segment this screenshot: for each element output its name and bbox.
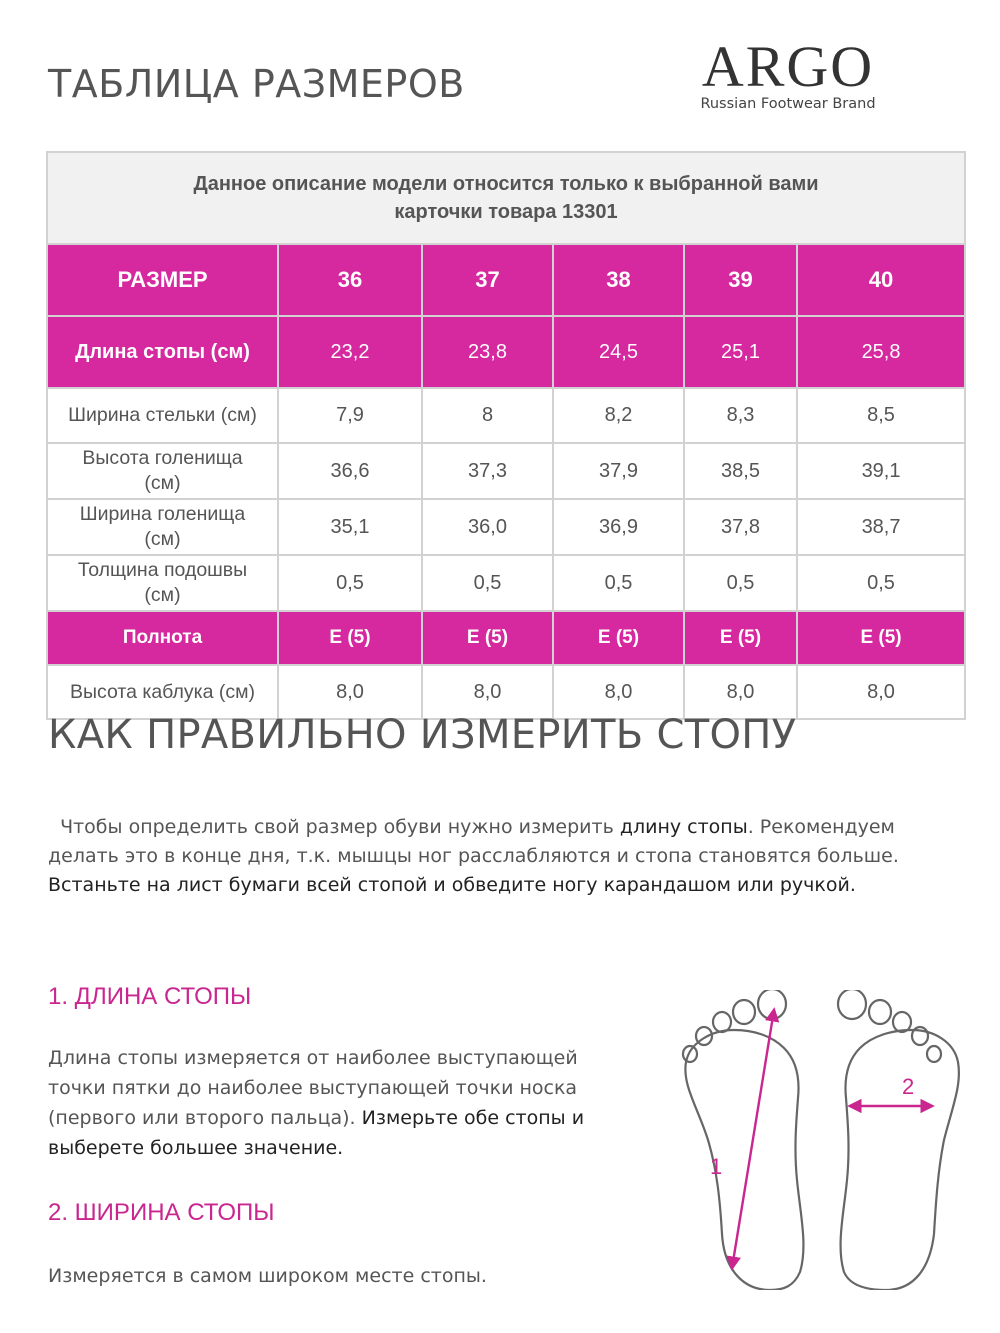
page-title: ТАБЛИЦА РАЗМЕРОВ (48, 62, 465, 106)
row-label-line: (см) (144, 472, 181, 494)
value-cell: 0,5 (797, 555, 965, 611)
value-cell: 38,7 (797, 499, 965, 555)
size-cell: 37 (422, 244, 553, 316)
row-label (47, 388, 278, 443)
value-cell: 0,5 (278, 555, 422, 611)
row-label: Полнота (47, 611, 278, 665)
value-cell: 8,2 (553, 388, 684, 443)
value-cell: 0,5 (422, 555, 553, 611)
value-cell: E (5) (278, 611, 422, 665)
value-cell: 38,5 (684, 443, 797, 499)
value-cell: 23,2 (278, 316, 422, 388)
value-cell: 36,9 (553, 499, 684, 555)
value-cell: 37,3 (422, 443, 553, 499)
row-label (47, 555, 278, 611)
intro-text: Чтобы определить свой размер обуви нужно измерить (60, 816, 620, 838)
value-cell: 8,3 (684, 388, 797, 443)
value-cell: 37,8 (684, 499, 797, 555)
size-table (46, 151, 966, 720)
value-cell: 37,9 (553, 443, 684, 499)
feet-illustration (672, 990, 962, 1290)
length-label: 1 (710, 1154, 723, 1179)
caption-line: Данное описание модели относится только к выбранной вами (193, 173, 819, 195)
value-cell: 0,5 (553, 555, 684, 611)
width-label: 2 (902, 1074, 915, 1099)
length-section-text (48, 1043, 628, 1163)
value-cell: 8,0 (422, 665, 553, 719)
brand-logo (678, 36, 898, 112)
right-toe (838, 990, 866, 1019)
length-text: Длина стопы измеряется от наиболее выступающей точки пятки до наиболее выступающей точки носка (первого или второго пальца). (48, 1047, 578, 1129)
length-section-title: 1. ДЛИНА СТОПЫ (48, 983, 252, 1010)
howto-intro (48, 813, 968, 900)
length-arrow (732, 1010, 774, 1268)
table-row (47, 443, 965, 499)
logo-word: ARGO (701, 34, 875, 99)
width-section-title: 2. ШИРИНА СТОПЫ (48, 1199, 275, 1226)
value-cell: 23,8 (422, 316, 553, 388)
value-cell: 0,5 (684, 555, 797, 611)
row-label: Длина стопы (см) (47, 316, 278, 388)
value-cell: E (5) (797, 611, 965, 665)
row-label-line: Высота голенища (82, 447, 243, 469)
row-label (47, 499, 278, 555)
foot-length-row (47, 316, 965, 388)
value-cell: 25,1 (684, 316, 797, 388)
intro-text: . Рекомендуем делать это в конце дня, т.к. мышцы ног расслабляются и стопа становятся больше. (48, 816, 899, 867)
fullness-row (47, 611, 965, 665)
heel-row (47, 665, 965, 719)
logo-tagline: Russian Footwear Brand (700, 96, 876, 112)
right-toe (869, 1000, 891, 1024)
left-toe (713, 1012, 731, 1032)
value-cell: 8,0 (278, 665, 422, 719)
width-section-text: Измеряется в самом широком месте стопы. (48, 1265, 487, 1287)
length-text-emphasis: Измерьте обе стопы и выберете большее значение. (48, 1107, 585, 1159)
value-cell: 36,0 (422, 499, 553, 555)
value-cell: 8,0 (797, 665, 965, 719)
size-header-label: РАЗМЕР (47, 244, 278, 316)
size-cell: 40 (797, 244, 965, 316)
size-header-row (47, 244, 965, 316)
size-cell: 36 (278, 244, 422, 316)
value-cell: 8 (422, 388, 553, 443)
table-row (47, 555, 965, 611)
right-toe (893, 1012, 911, 1032)
size-cell: 38 (553, 244, 684, 316)
left-foot-outline (683, 990, 803, 1290)
left-toe (733, 1000, 755, 1024)
value-cell: E (5) (422, 611, 553, 665)
table-caption (47, 152, 965, 244)
row-label-line: (см) (144, 584, 181, 606)
howto-title: КАК ПРАВИЛЬНО ИЗМЕРИТЬ СТОПУ (48, 712, 797, 758)
caption-line: карточки товара 13301 (394, 201, 618, 223)
row-label-line: Ширина стельки (см) (68, 404, 257, 426)
table-row (47, 388, 965, 443)
right-toe (927, 1046, 941, 1062)
table-row (47, 499, 965, 555)
intro-highlight: длину стопы (619, 816, 748, 838)
row-label: Высота каблука (см) (47, 665, 278, 719)
value-cell: 35,1 (278, 499, 422, 555)
intro-instruction: Встаньте на лист бумаги всей стопой и обведите ногу карандашом или ручкой. (48, 874, 856, 896)
value-cell: 25,8 (797, 316, 965, 388)
left-foot-sole (685, 1030, 803, 1290)
row-label-line: Толщина подошвы (77, 559, 248, 581)
value-cell: 8,0 (684, 665, 797, 719)
value-cell: 7,9 (278, 388, 422, 443)
left-toe (683, 1046, 697, 1062)
value-cell: E (5) (684, 611, 797, 665)
value-cell: 8,5 (797, 388, 965, 443)
value-cell: 36,6 (278, 443, 422, 499)
value-cell: 24,5 (553, 316, 684, 388)
value-cell: E (5) (553, 611, 684, 665)
left-toe (758, 990, 786, 1019)
right-foot-sole (841, 1030, 959, 1290)
row-label-line: Ширина голенища (79, 503, 246, 525)
right-foot-outline (838, 990, 959, 1290)
row-label (47, 443, 278, 499)
size-cell: 39 (684, 244, 797, 316)
value-cell: 39,1 (797, 443, 965, 499)
value-cell: 8,0 (553, 665, 684, 719)
row-label-line: (см) (144, 528, 181, 550)
